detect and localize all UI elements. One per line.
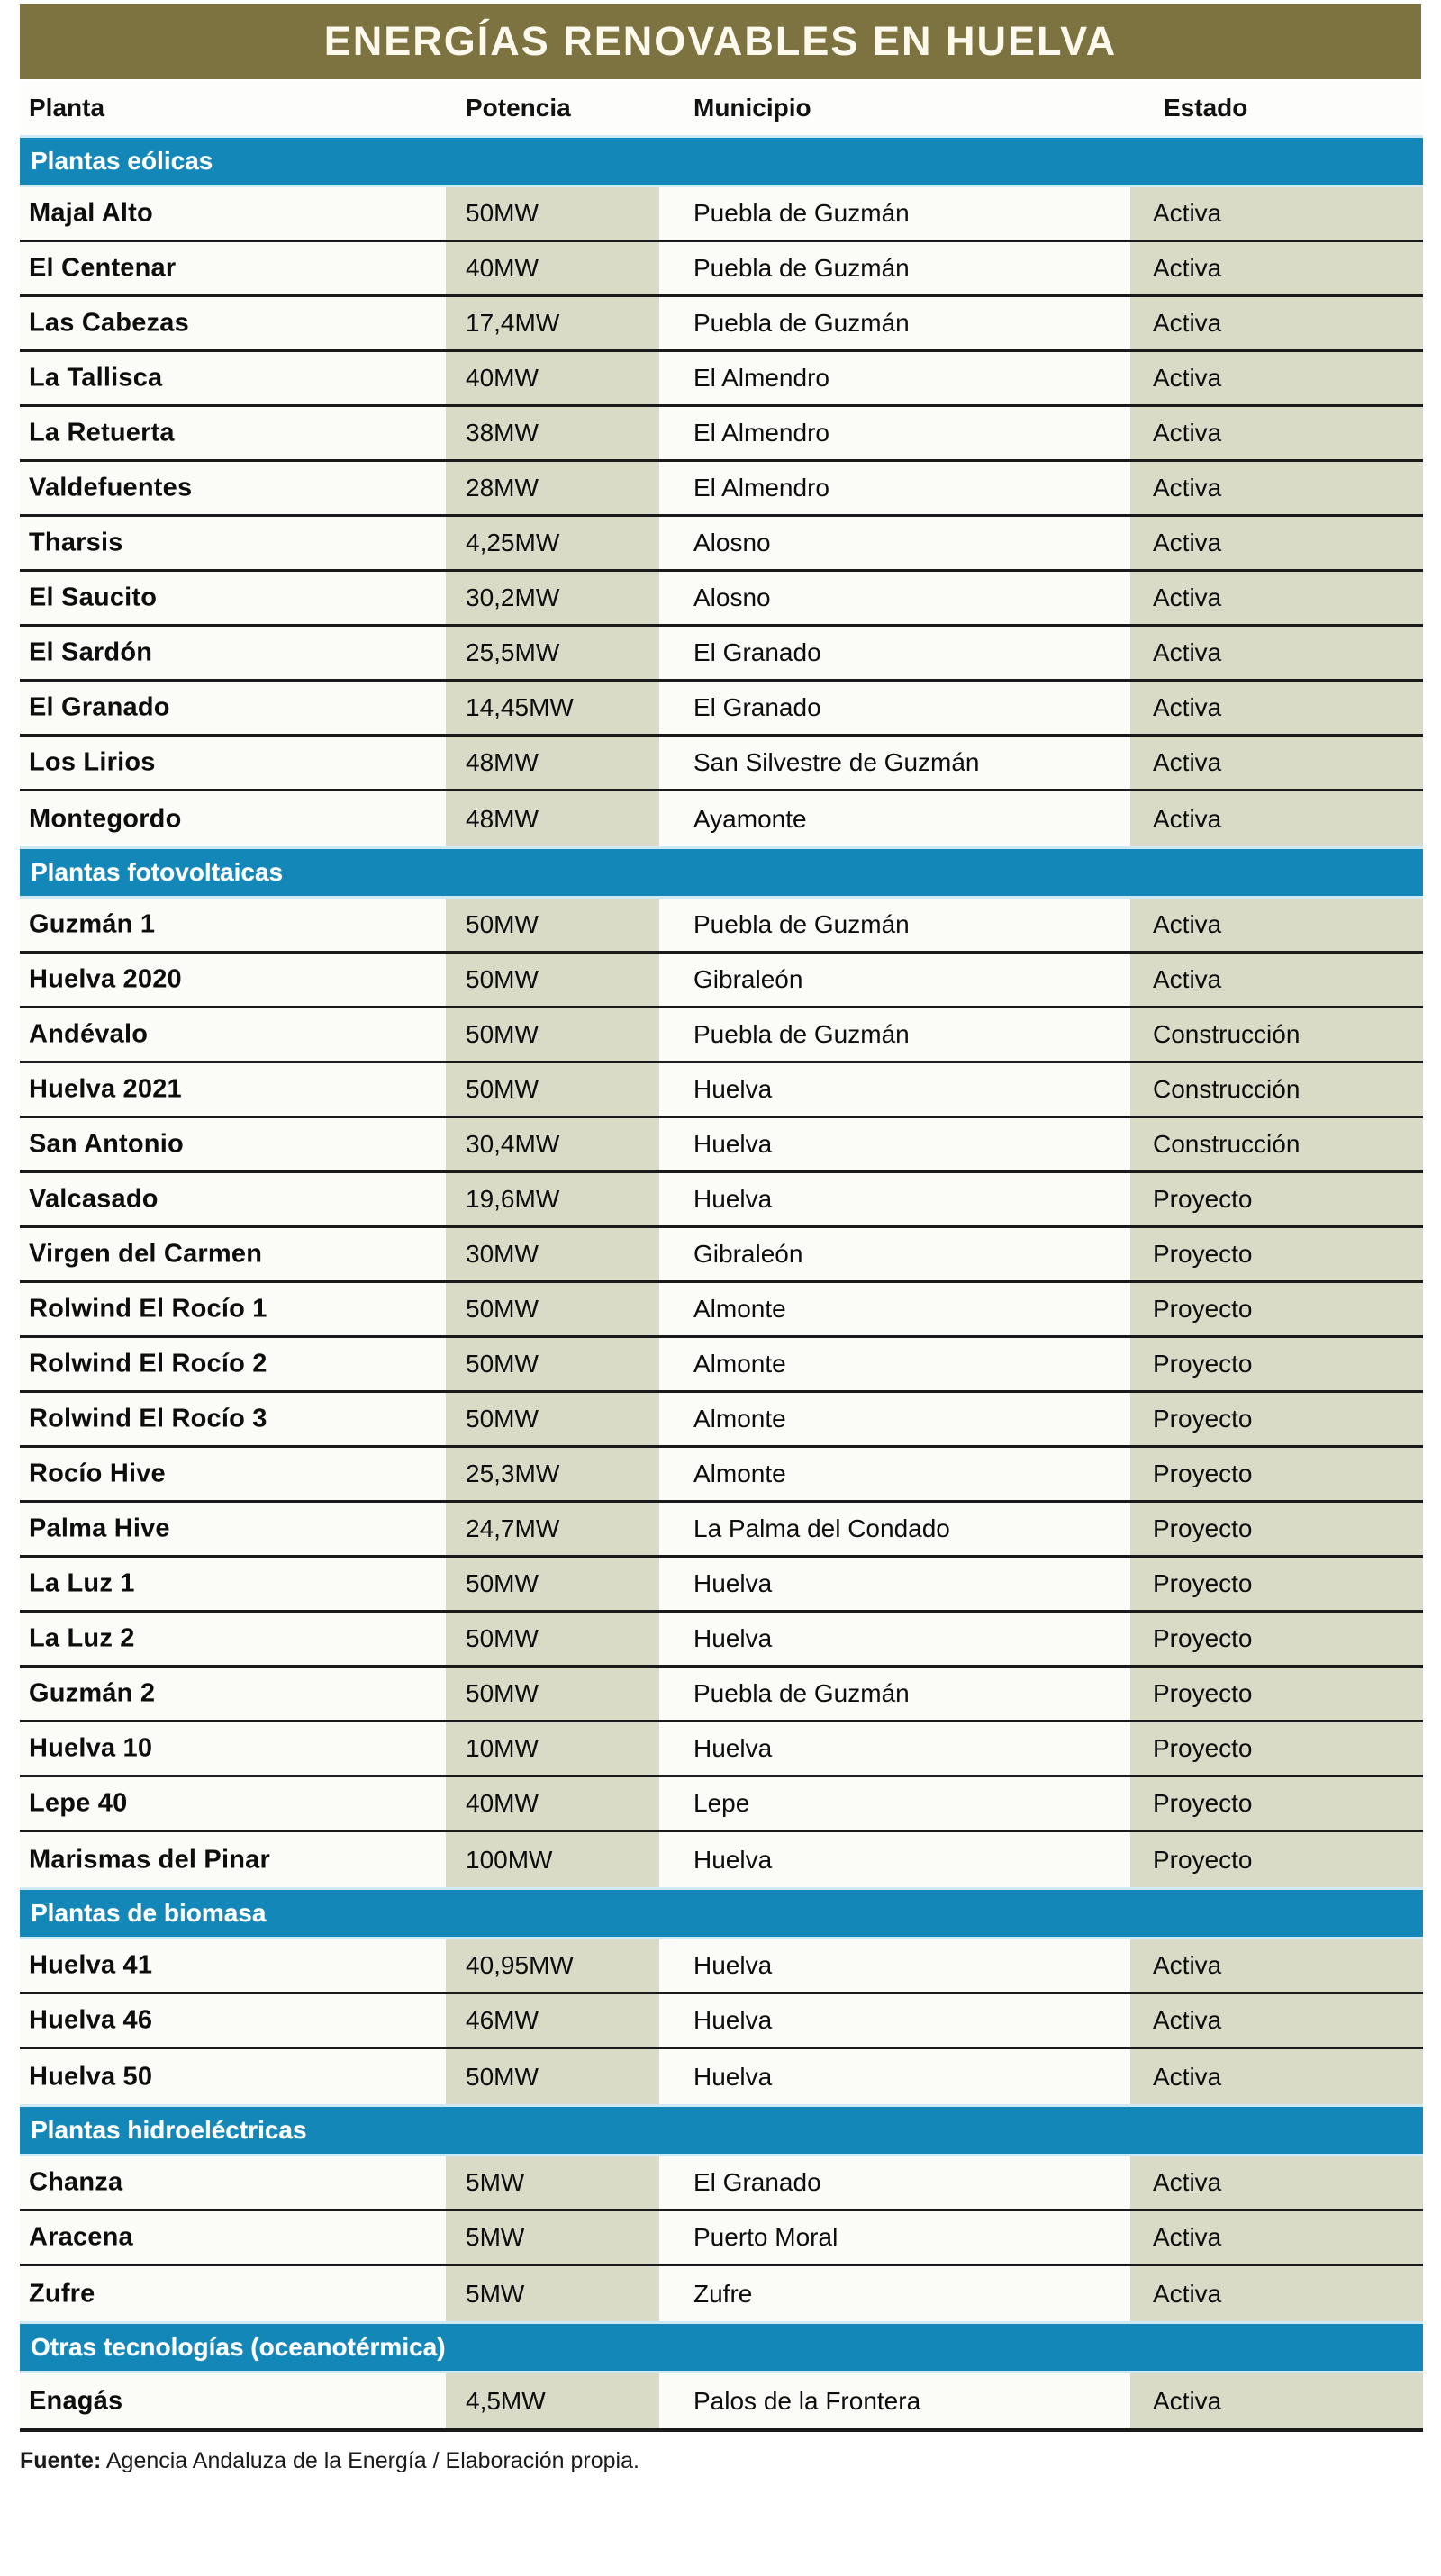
cell-planta: Chanza (29, 2167, 123, 2197)
cell-estado: Activa (1153, 1951, 1222, 1979)
cell-estado: Proyecto (1153, 1569, 1253, 1597)
cell-planta: El Centenar (29, 253, 177, 283)
cell-estado: Activa (1153, 2006, 1222, 2034)
cell-municipio: Puebla de Guzmán (693, 254, 910, 282)
table-row (20, 1173, 1423, 1228)
cell-estado: Activa (1153, 2386, 1222, 2415)
cell-potencia: 25,3MW (466, 1460, 560, 1487)
cell-estado: Activa (1153, 693, 1222, 721)
table-row (20, 407, 1423, 462)
table-row (20, 1558, 1423, 1613)
cell-municipio: Alosno (693, 583, 771, 611)
table-row (20, 899, 1423, 954)
table-row (20, 1832, 1423, 1887)
cell-municipio: Puebla de Guzmán (693, 309, 910, 337)
cell-potencia: 48MW (466, 804, 539, 833)
table-row (20, 682, 1423, 737)
cell-potencia: 50MW (466, 1020, 539, 1048)
section-header-label: Otras tecnologías (oceanotérmica) (31, 2333, 446, 2361)
cell-municipio: El Almendro (693, 364, 829, 392)
cell-municipio: Huelva (693, 1185, 773, 1213)
section-header-label: Plantas hidroeléctricas (31, 2116, 307, 2144)
table-row (20, 2266, 1423, 2321)
cell-potencia: 4,5MW (466, 2386, 546, 2415)
cell-potencia: 28MW (466, 474, 539, 502)
table-row (20, 1939, 1423, 1994)
cell-planta: Tharsis (29, 528, 123, 557)
cell-municipio: La Palma del Condado (693, 1514, 950, 1542)
cell-potencia: 46MW (466, 2006, 539, 2034)
cell-planta: Huelva 50 (29, 2062, 153, 2091)
cell-potencia: 19,6MW (466, 1185, 560, 1213)
cell-municipio: Huelva (693, 1075, 773, 1103)
cell-planta: Rocío Hive (29, 1459, 166, 1488)
cell-municipio: Huelva (693, 1624, 773, 1652)
cell-potencia: 100MW (466, 1845, 553, 1874)
cell-potencia: 50MW (466, 199, 539, 227)
cell-estado: Activa (1153, 910, 1222, 938)
column-header-municipio: Municipio (693, 94, 811, 122)
cell-potencia: 17,4MW (466, 309, 560, 337)
cell-potencia: 40MW (466, 254, 539, 282)
cell-potencia: 50MW (466, 1295, 539, 1323)
cell-estado: Activa (1153, 419, 1222, 447)
cell-planta: La Luz 1 (29, 1568, 135, 1598)
cell-potencia: 30MW (466, 1240, 539, 1268)
cell-planta: Marismas del Pinar (29, 1845, 270, 1874)
cell-estado: Proyecto (1153, 1845, 1253, 1874)
cell-estado: Proyecto (1153, 1624, 1253, 1652)
cell-estado: Activa (1153, 199, 1222, 227)
table-row (20, 517, 1423, 572)
cell-municipio: Huelva (693, 1130, 773, 1158)
cell-municipio: Almonte (693, 1460, 786, 1487)
cell-estado: Activa (1153, 965, 1222, 993)
cell-planta: La Retuerta (29, 418, 175, 447)
cell-municipio: Puebla de Guzmán (693, 199, 910, 227)
cell-estado: Activa (1153, 804, 1222, 833)
cell-potencia: 50MW (466, 965, 539, 993)
cell-estado: Activa (1153, 2062, 1222, 2091)
cell-potencia: 50MW (466, 910, 539, 938)
section-header (20, 2104, 1423, 2156)
cell-estado: Proyecto (1153, 1295, 1253, 1323)
table-row (20, 187, 1423, 242)
cell-potencia: 38MW (466, 419, 539, 447)
infographic-title-bar (20, 4, 1421, 79)
table-row (20, 1338, 1423, 1393)
table-row (20, 1393, 1423, 1448)
cell-potencia: 50MW (466, 1350, 539, 1378)
cell-planta: La Luz 2 (29, 1623, 135, 1653)
cell-potencia: 24,7MW (466, 1514, 560, 1542)
cell-estado: Activa (1153, 364, 1222, 392)
cell-planta: Zufre (29, 2279, 95, 2308)
table-row (20, 462, 1423, 517)
cell-municipio: Huelva (693, 1569, 773, 1597)
cell-municipio: Puebla de Guzmán (693, 1679, 910, 1707)
cell-municipio: Huelva (693, 1845, 773, 1874)
cell-potencia: 40MW (466, 364, 539, 392)
cell-estado: Proyecto (1153, 1405, 1253, 1433)
cell-potencia: 4,25MW (466, 529, 560, 556)
column-header-planta: Planta (29, 94, 105, 122)
cell-potencia: 5MW (466, 2279, 525, 2308)
table-row (20, 2049, 1423, 2104)
section-header (20, 135, 1423, 187)
cell-municipio: Ayamonte (693, 804, 807, 833)
table-row (20, 1228, 1423, 1283)
cell-municipio: El Almendro (693, 474, 829, 502)
table-row (20, 2373, 1423, 2428)
source-text: Agencia Andaluza de la Energía / Elaboración propia. (105, 2448, 639, 2473)
table-row (20, 352, 1423, 407)
page-title: ENERGÍAS RENOVABLES EN HUELVA (323, 18, 1118, 64)
cell-planta: Huelva 2021 (29, 1074, 182, 1104)
cell-municipio: El Granado (693, 2168, 821, 2196)
cell-estado: Construcción (1153, 1020, 1301, 1048)
cell-potencia: 30,4MW (466, 1130, 560, 1158)
cell-potencia: 40MW (466, 1789, 539, 1817)
section-header (20, 846, 1423, 899)
cell-estado: Proyecto (1153, 1350, 1253, 1378)
cell-potencia: 50MW (466, 1569, 539, 1597)
cell-planta: Virgen del Carmen (29, 1239, 263, 1269)
cell-potencia: 50MW (466, 1075, 539, 1103)
cell-municipio: Gibraleón (693, 965, 803, 993)
cell-planta: El Sardón (29, 637, 153, 667)
cell-municipio: El Granado (693, 638, 821, 666)
table-row (20, 297, 1423, 352)
cell-municipio: Gibraleón (693, 1240, 803, 1268)
cell-potencia: 50MW (466, 1405, 539, 1433)
cell-planta: Palma Hive (29, 1514, 170, 1543)
cell-municipio: Almonte (693, 1350, 786, 1378)
cell-municipio: Huelva (693, 1951, 773, 1979)
cell-planta: Andévalo (29, 1019, 149, 1049)
cell-municipio: Huelva (693, 2006, 773, 2034)
section-header-label: Plantas de biomasa (31, 1899, 267, 1927)
table-row (20, 627, 1423, 682)
cell-potencia: 50MW (466, 2062, 539, 2091)
table-row (20, 1503, 1423, 1558)
cell-estado: Activa (1153, 529, 1222, 556)
cell-estado: Activa (1153, 583, 1222, 611)
cell-planta: Montegordo (29, 804, 182, 833)
cell-estado: Activa (1153, 638, 1222, 666)
table-row (20, 1777, 1423, 1832)
section-header (20, 2321, 1423, 2373)
cell-municipio: San Silvestre de Guzmán (693, 748, 980, 776)
cell-planta: Huelva 46 (29, 2005, 153, 2035)
cell-potencia: 30,2MW (466, 583, 560, 611)
cell-planta: La Tallisca (29, 363, 163, 393)
cell-municipio: Huelva (693, 1734, 773, 1762)
cell-estado: Activa (1153, 2279, 1222, 2308)
table-row (20, 791, 1423, 846)
cell-estado: Proyecto (1153, 1679, 1253, 1707)
cell-municipio: Puebla de Guzmán (693, 1020, 910, 1048)
table-row (20, 1613, 1423, 1668)
cell-estado: Activa (1153, 748, 1222, 776)
cell-planta: Valdefuentes (29, 473, 193, 502)
table-row (20, 1283, 1423, 1338)
cell-municipio: Lepe (693, 1789, 750, 1817)
cell-potencia: 50MW (466, 1679, 539, 1707)
table-row (20, 1008, 1423, 1063)
cell-planta: Huelva 2020 (29, 964, 182, 994)
table-row (20, 2211, 1423, 2266)
section-header (20, 1887, 1423, 1939)
cell-estado: Proyecto (1153, 1240, 1253, 1268)
cell-planta: El Granado (29, 692, 170, 722)
cell-planta: Lepe 40 (29, 1788, 128, 1818)
cell-estado: Proyecto (1153, 1514, 1253, 1542)
table-body (20, 135, 1423, 2428)
table-row (20, 954, 1423, 1008)
source-label: Fuente: (20, 2448, 102, 2473)
cell-estado: Activa (1153, 474, 1222, 502)
section-header-label: Plantas fotovoltaicas (31, 858, 284, 886)
cell-municipio: Puebla de Guzmán (693, 910, 910, 938)
table-row (20, 1063, 1423, 1118)
cell-planta: Majal Alto (29, 198, 153, 228)
cell-potencia: 48MW (466, 748, 539, 776)
cell-planta: Valcasado (29, 1184, 159, 1214)
table-row (20, 572, 1423, 627)
cell-potencia: 5MW (466, 2223, 525, 2251)
cell-potencia: 50MW (466, 1624, 539, 1652)
section-header-label: Plantas eólicas (31, 147, 213, 175)
cell-planta: Las Cabezas (29, 308, 189, 338)
footer-divider (20, 2428, 1423, 2432)
cell-potencia: 40,95MW (466, 1951, 574, 1979)
cell-planta: Guzmán 1 (29, 909, 156, 939)
cell-planta: El Saucito (29, 583, 158, 612)
cell-municipio: El Almendro (693, 419, 829, 447)
table-row (20, 242, 1423, 297)
cell-municipio: Puerto Moral (693, 2223, 838, 2251)
cell-municipio: Alosno (693, 529, 771, 556)
cell-planta: Aracena (29, 2222, 133, 2252)
table-row (20, 1448, 1423, 1503)
source-note (20, 2448, 1423, 2474)
cell-estado: Proyecto (1153, 1734, 1253, 1762)
cell-planta: Huelva 10 (29, 1733, 153, 1763)
cell-municipio: Zufre (693, 2279, 753, 2308)
table-row (20, 1118, 1423, 1173)
cell-planta: Rolwind El Rocío 3 (29, 1404, 267, 1433)
cell-municipio: Almonte (693, 1295, 786, 1323)
cell-planta: Huelva 41 (29, 1950, 153, 1980)
table-row (20, 1668, 1423, 1722)
cell-municipio: Palos de la Frontera (693, 2386, 921, 2415)
cell-potencia: 5MW (466, 2168, 525, 2196)
cell-planta: Enagás (29, 2386, 123, 2415)
cell-municipio: Huelva (693, 2062, 773, 2091)
table-row (20, 2156, 1423, 2211)
cell-potencia: 10MW (466, 1734, 539, 1762)
cell-potencia: 25,5MW (466, 638, 560, 666)
cell-potencia: 14,45MW (466, 693, 574, 721)
cell-estado: Proyecto (1153, 1185, 1253, 1213)
cell-planta: Guzmán 2 (29, 1678, 156, 1708)
column-header-potencia: Potencia (466, 94, 571, 122)
cell-planta: Los Lirios (29, 747, 156, 777)
cell-planta: San Antonio (29, 1129, 184, 1159)
column-header-row (20, 81, 1423, 135)
cell-planta: Rolwind El Rocío 1 (29, 1294, 267, 1324)
cell-estado: Proyecto (1153, 1789, 1253, 1817)
cell-estado: Activa (1153, 2223, 1222, 2251)
cell-estado: Activa (1153, 254, 1222, 282)
cell-estado: Activa (1153, 2168, 1222, 2196)
cell-municipio: El Granado (693, 693, 821, 721)
column-header-estado: Estado (1164, 94, 1248, 122)
cell-planta: Rolwind El Rocío 2 (29, 1349, 267, 1378)
cell-estado: Construcción (1153, 1130, 1301, 1158)
cell-estado: Activa (1153, 309, 1222, 337)
table-row (20, 1722, 1423, 1777)
table-row (20, 737, 1423, 791)
cell-estado: Construcción (1153, 1075, 1301, 1103)
cell-municipio: Almonte (693, 1405, 786, 1433)
cell-estado: Proyecto (1153, 1460, 1253, 1487)
table-row (20, 1994, 1423, 2049)
